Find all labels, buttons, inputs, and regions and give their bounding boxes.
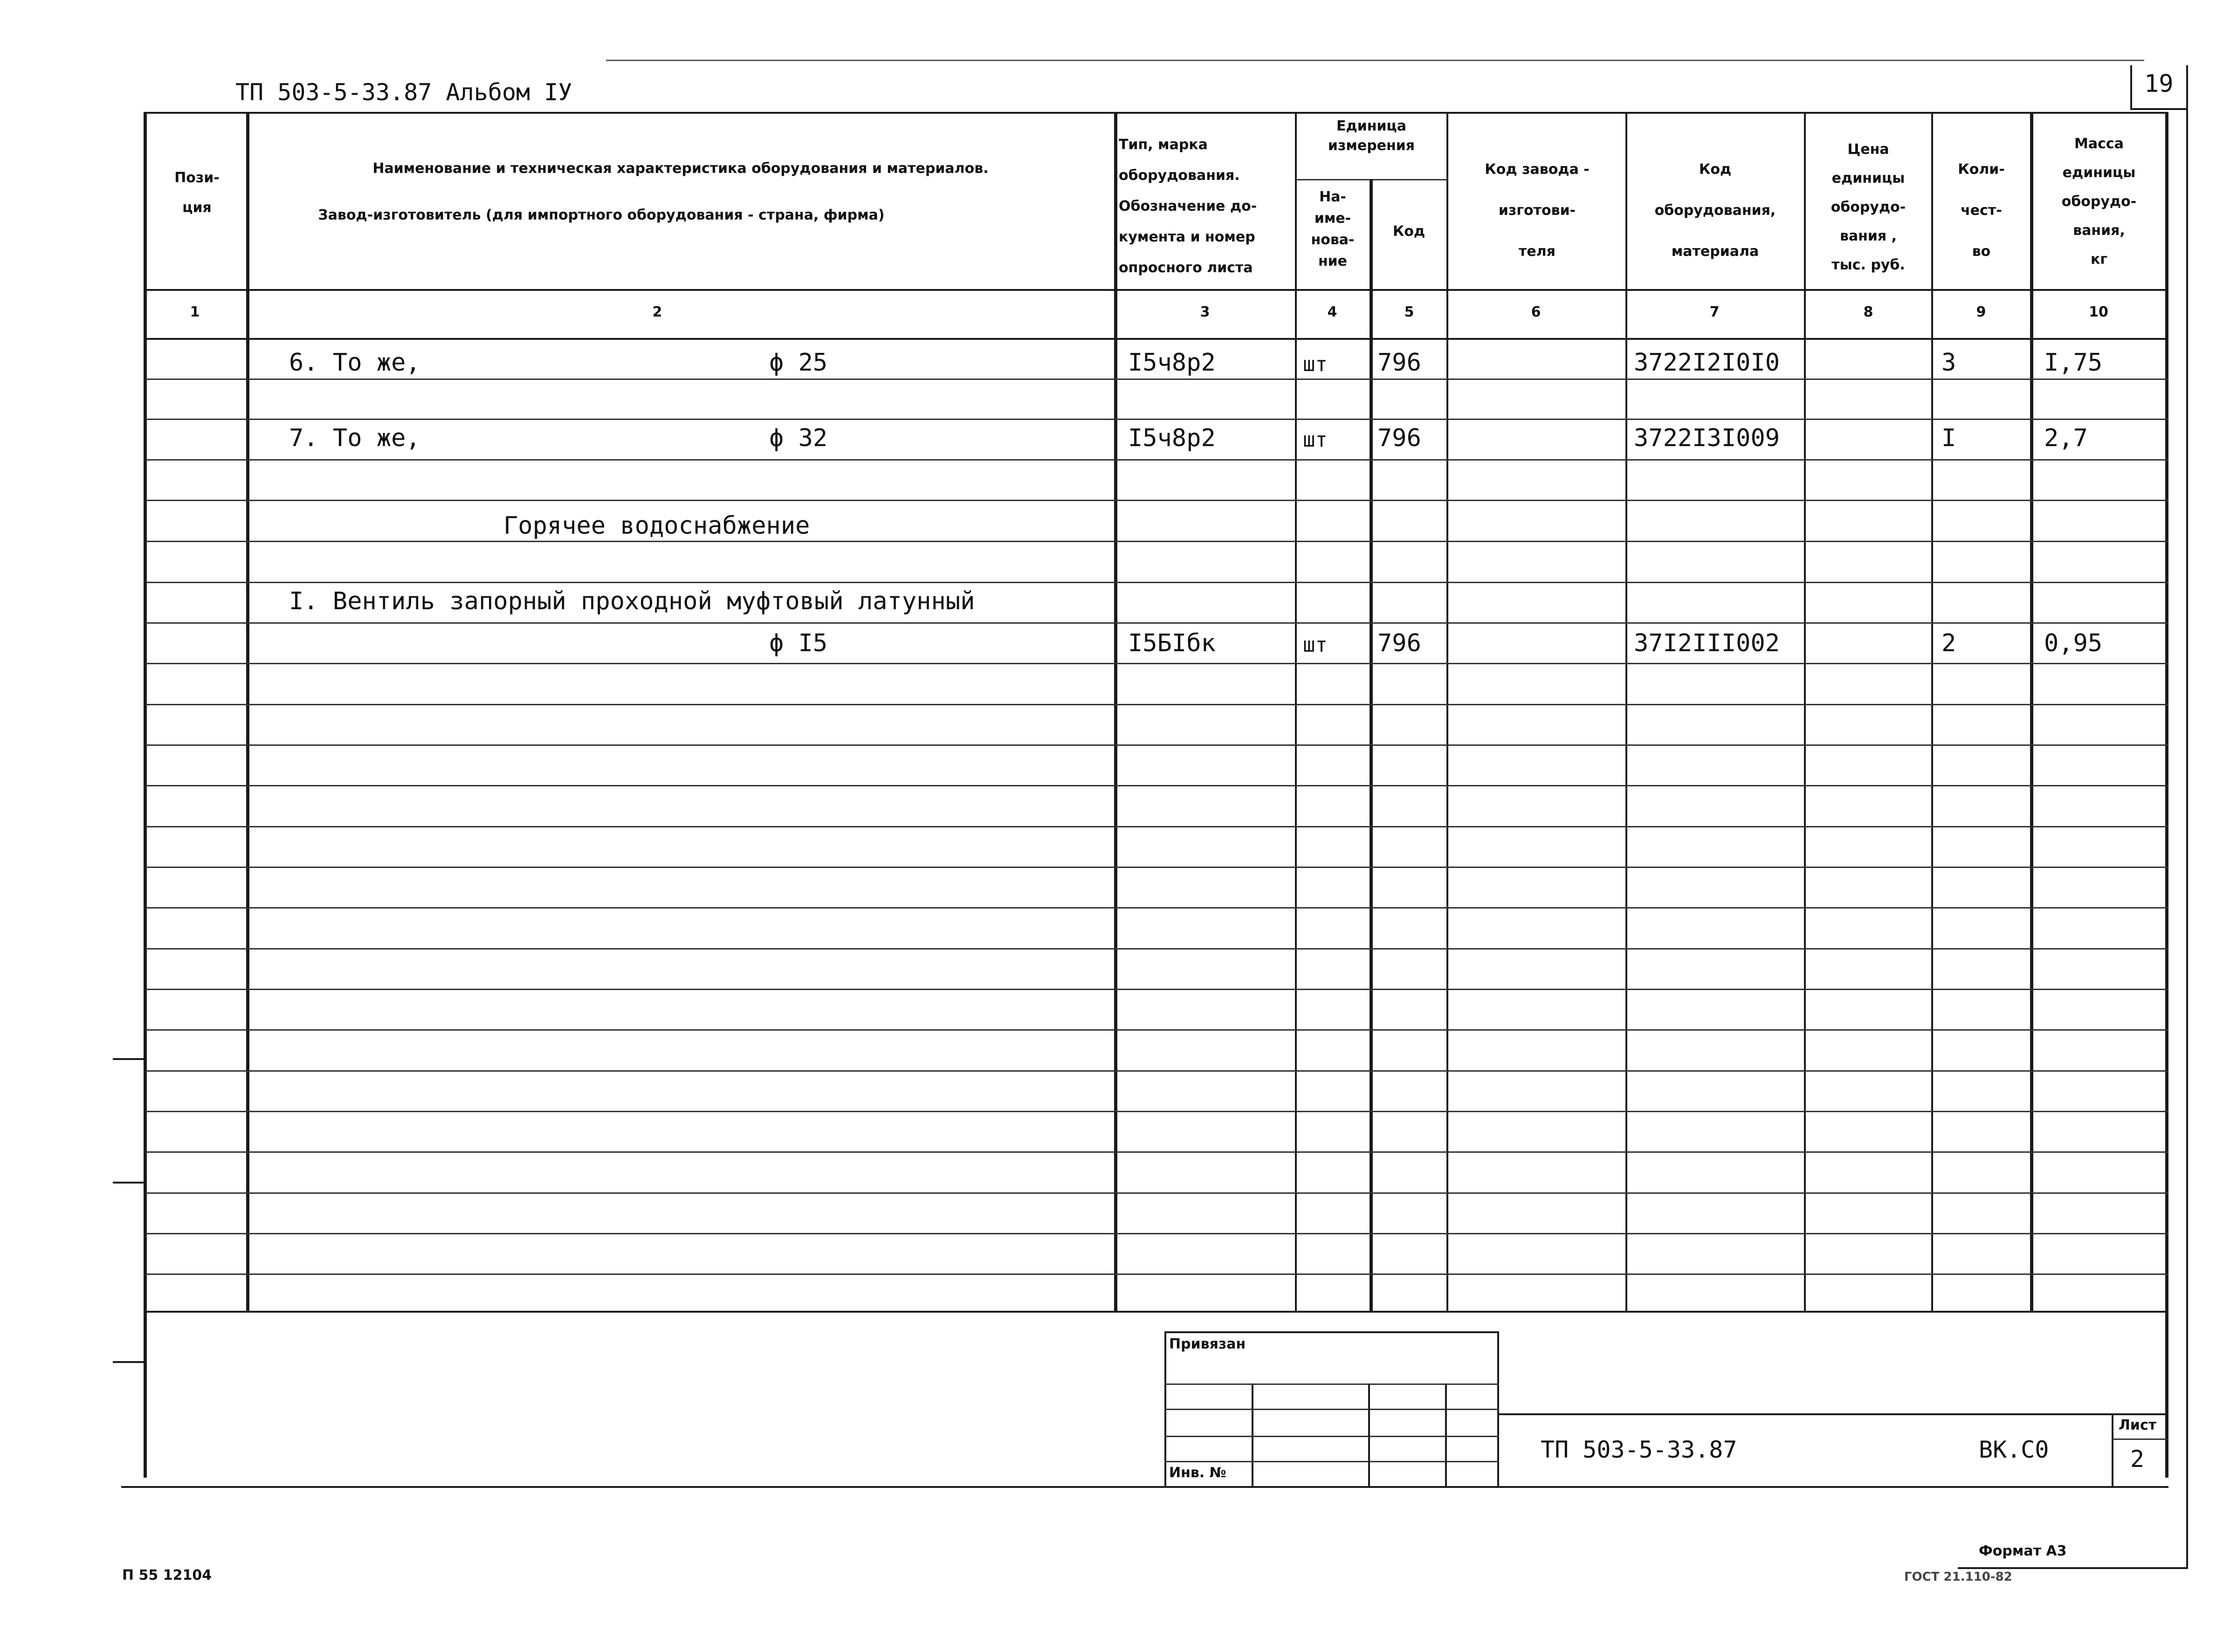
doc-code: ТП 503-5-33.87	[1541, 1436, 1737, 1463]
row-line	[145, 785, 2168, 786]
column-number: 5	[1404, 304, 1414, 320]
item1-type: I5БIбк	[1128, 629, 1216, 657]
row-line	[145, 826, 2168, 827]
row6-material-code: 3722I2I0I0	[1634, 349, 1780, 377]
item1-material-code: 37I2III002	[1634, 629, 1780, 657]
bound-block-col	[1445, 1384, 1447, 1487]
bound-block-row	[1164, 1384, 1499, 1385]
row-line	[145, 704, 2168, 705]
footer-gost: ГОСТ 21.110-82	[1904, 1570, 2012, 1584]
col-line-6	[1625, 112, 1627, 1312]
item1-qty: 2	[1941, 629, 1956, 657]
col-line-5	[1446, 112, 1448, 1312]
header-col9: Коли- чест- во	[1958, 161, 2005, 260]
header-col6: Код завода - изготови- теля	[1485, 161, 1590, 260]
row-line	[145, 622, 2168, 624]
row-line	[145, 541, 2168, 542]
row7-mass: 2,7	[2044, 424, 2088, 452]
sheet-label: Лист	[2119, 1417, 2157, 1433]
item1-code: 796	[1377, 629, 1421, 657]
row-line	[145, 419, 2168, 420]
margin-tick	[113, 1361, 145, 1363]
inventory-label: Инв. №	[1169, 1465, 1226, 1481]
footer-left-code: П 55 12104	[122, 1567, 212, 1583]
column-number-line	[145, 338, 2168, 340]
row-line	[145, 1273, 2168, 1275]
bound-block-row	[1164, 1436, 1499, 1437]
row-line	[145, 948, 2168, 950]
row-line	[145, 867, 2168, 868]
stamp-bottom-line	[121, 1486, 2168, 1488]
row-line	[145, 1029, 2168, 1031]
col-line-1	[246, 112, 249, 1312]
item1-name: I. Вентиль запорный проходной муфтовый латунный	[289, 587, 975, 615]
sheet-number: 2	[2130, 1446, 2145, 1473]
row6-qty: 3	[1941, 349, 1956, 377]
bound-block-col	[1368, 1384, 1370, 1487]
col-line-8	[1931, 112, 1933, 1312]
header-col4: На- име- нова- ние	[1311, 189, 1355, 269]
item1-mass: 0,95	[2044, 629, 2103, 657]
column-number: 2	[652, 304, 662, 320]
row7-type: I5ч8р2	[1128, 424, 1216, 452]
column-number: 1	[190, 304, 200, 320]
row-line	[145, 989, 2168, 990]
row-line	[145, 907, 2168, 909]
column-number: 7	[1709, 304, 1720, 320]
row7-unit: шт	[1303, 428, 1328, 452]
header-col8: Цена единицы оборудо- вания , тыс. руб.	[1831, 141, 1906, 273]
row6-type: I5ч8р2	[1128, 349, 1216, 377]
item1-unit: шт	[1303, 633, 1328, 657]
bound-block-row	[1164, 1409, 1499, 1410]
row-line	[145, 1111, 2168, 1112]
row6-mass: I,75	[2044, 349, 2103, 377]
page-number-box-bottom	[2130, 108, 2186, 110]
row7-code: 796	[1377, 424, 1421, 452]
col-line-2	[1114, 112, 1117, 1312]
sheet-box-divider	[2112, 1439, 2168, 1440]
row-line	[145, 582, 2168, 583]
table-top-border	[145, 112, 2168, 114]
row6-diameter: ϕ 25	[769, 349, 828, 377]
header-col5: Код	[1392, 223, 1425, 240]
bound-block-col	[1252, 1384, 1253, 1487]
row6-unit: шт	[1303, 352, 1328, 376]
item1-diameter: ϕ I5	[769, 629, 828, 657]
row-line	[145, 500, 2168, 501]
section-code: ВК.С0	[1979, 1436, 2049, 1463]
table-left-border	[144, 112, 147, 1478]
bound-label: Привязан	[1169, 1336, 1246, 1352]
row7-material-code: 3722I3I009	[1634, 424, 1780, 452]
document-title: ТП 503-5-33.87 Альбом IУ	[235, 79, 572, 106]
row-line	[145, 1233, 2168, 1234]
column-number: 10	[2089, 304, 2108, 320]
header-bottom-line	[145, 289, 2168, 291]
header-col2-line2: Завод-изготовитель (для импортного оборудования - страна, фирма)	[318, 207, 885, 223]
header-unit-group: Единица измерения	[1328, 118, 1415, 154]
row7-qty: I	[1941, 424, 1956, 452]
header-col1: Пози- ция	[174, 170, 220, 216]
bound-block-top	[1164, 1331, 1499, 1333]
table-right-border	[2165, 112, 2168, 1478]
column-number: 9	[1976, 304, 1986, 320]
outer-right-border	[2186, 65, 2188, 1569]
column-number: 6	[1531, 304, 1541, 320]
row6-name: 6. То же,	[289, 349, 420, 377]
section-heading: Горячее водоснабжение	[503, 512, 810, 540]
outer-bottom-border	[1958, 1567, 2188, 1569]
row-line	[145, 1192, 2168, 1194]
footer-format: Формат А3	[1979, 1543, 2067, 1559]
row7-diameter: ϕ 32	[769, 424, 828, 452]
row6-code: 796	[1377, 349, 1421, 377]
row-line	[145, 459, 2168, 461]
page-number: 19	[2144, 70, 2174, 98]
col-line-7	[1804, 112, 1806, 1312]
row7-name: 7. То же,	[289, 424, 420, 452]
sheet-box-left	[2112, 1413, 2113, 1487]
table-body-bottom	[145, 1311, 2168, 1313]
column-number: 4	[1327, 304, 1337, 320]
header-col10: Масса единицы оборудо- вания, кг	[2061, 136, 2137, 268]
header-col7: Код оборудования, материала	[1654, 161, 1776, 260]
row-line	[145, 1070, 2168, 1072]
header-col2-line1: Наименование и техническая характеристика оборудования и материалов.	[372, 160, 989, 177]
page-number-box-left	[2130, 65, 2132, 110]
bound-block-row	[1164, 1461, 1499, 1462]
column-number: 8	[1863, 304, 1873, 320]
col-line-9	[2030, 112, 2033, 1312]
row-line	[145, 1151, 2168, 1153]
row-line	[145, 663, 2168, 664]
row-line	[145, 744, 2168, 746]
margin-tick	[113, 1058, 145, 1060]
column-number: 3	[1200, 304, 1210, 320]
title-block-top	[1497, 1413, 2168, 1415]
top-border-line	[606, 60, 2144, 61]
margin-tick	[113, 1182, 145, 1184]
header-col3: Тип, марка оборудования. Обозначение до- кумента и номер опросного листа	[1119, 137, 1257, 276]
row-line	[145, 379, 2168, 380]
col-line-3	[1295, 112, 1297, 1312]
